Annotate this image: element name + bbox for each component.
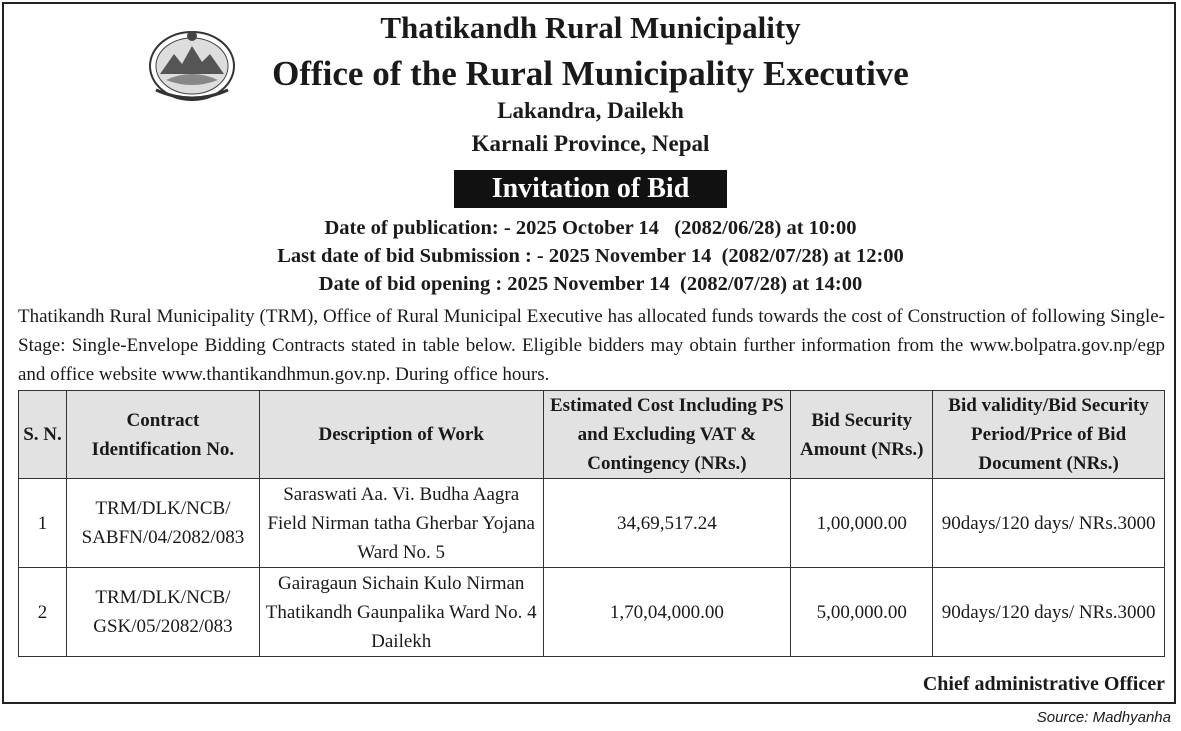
col-header-sn: S. N.: [19, 391, 67, 479]
col-header-contract-id: Contract Identification No.: [66, 391, 259, 479]
cell-contract-id: TRM/DLK/NCB/ SABFN/04/2082/083: [66, 479, 259, 568]
notice-body: Thatikandh Rural Municipality (TRM), Office of Rural Municipal Executive has allocated funds towards the cost of Construction of following Single-Stage: Single-Envelope Bidding Contracts stated in table below. Eligible bidders may obtain further information from the www.bolpatra.gov.np/egp and office website www.thantikandhmun.gov.np. During office hours.: [18, 306, 1165, 385]
opening-date: Date of bid opening : 2025 November 14 (2082/07/28) at 14:00: [318, 273, 863, 295]
cell-contract-id: TRM/DLK/NCB/ GSK/05/2082/083: [66, 568, 259, 657]
col-header-description: Description of Work: [259, 391, 543, 479]
org-title: Thatikandh Rural Municipality: [380, 10, 801, 45]
cell-cost: 1,70,04,000.00: [543, 568, 791, 657]
signature: Chief administrative Officer: [922, 673, 1165, 695]
cell-description: Gairagaun Sichain Kulo Nirman Thatikandh Gaunpalika Ward No. 4 Dailekh: [259, 568, 543, 657]
cell-validity: 90days/120 days/ NRs.3000: [933, 568, 1165, 657]
cell-security: 5,00,000.00: [791, 568, 933, 657]
col-header-bid-security: Bid Security Amount (NRs.): [791, 391, 933, 479]
cell-sn: 1: [19, 479, 67, 568]
office-title: Office of the Rural Municipality Executive: [272, 54, 909, 93]
col-header-estimated-cost: Estimated Cost Including PS and Excluding VAT & Contingency (NRs.): [543, 391, 791, 479]
cell-description: Saraswati Aa. Vi. Budha Aagra Field Nirman tatha Gherbar Yojana Ward No. 5: [259, 479, 543, 568]
table-row: [19, 479, 1165, 568]
cell-security: 1,00,000.00: [791, 479, 933, 568]
table-header-row: [19, 391, 1165, 479]
bid-dates: [0, 214, 1181, 298]
contracts-table: [18, 390, 1165, 657]
cell-cost: 34,69,517.24: [543, 479, 791, 568]
address-line-1: Lakandra, Dailekh: [497, 98, 684, 123]
cell-sn: 2: [19, 568, 67, 657]
notice-banner: Invitation of Bid: [454, 170, 727, 208]
source-credit: Source: Madhyanha: [1036, 709, 1171, 726]
col-header-bid-validity: Bid validity/Bid Security Period/Price of Bid Document (NRs.): [933, 391, 1165, 479]
submission-deadline: Last date of bid Submission : - 2025 November 14 (2082/07/28) at 12:00: [277, 245, 904, 267]
table-row: [19, 568, 1165, 657]
address-line-2: Karnali Province, Nepal: [471, 131, 710, 156]
publication-date: Date of publication: - 2025 October 14 (2082/06/28) at 10:00: [324, 217, 857, 239]
cell-validity: 90days/120 days/ NRs.3000: [933, 479, 1165, 568]
